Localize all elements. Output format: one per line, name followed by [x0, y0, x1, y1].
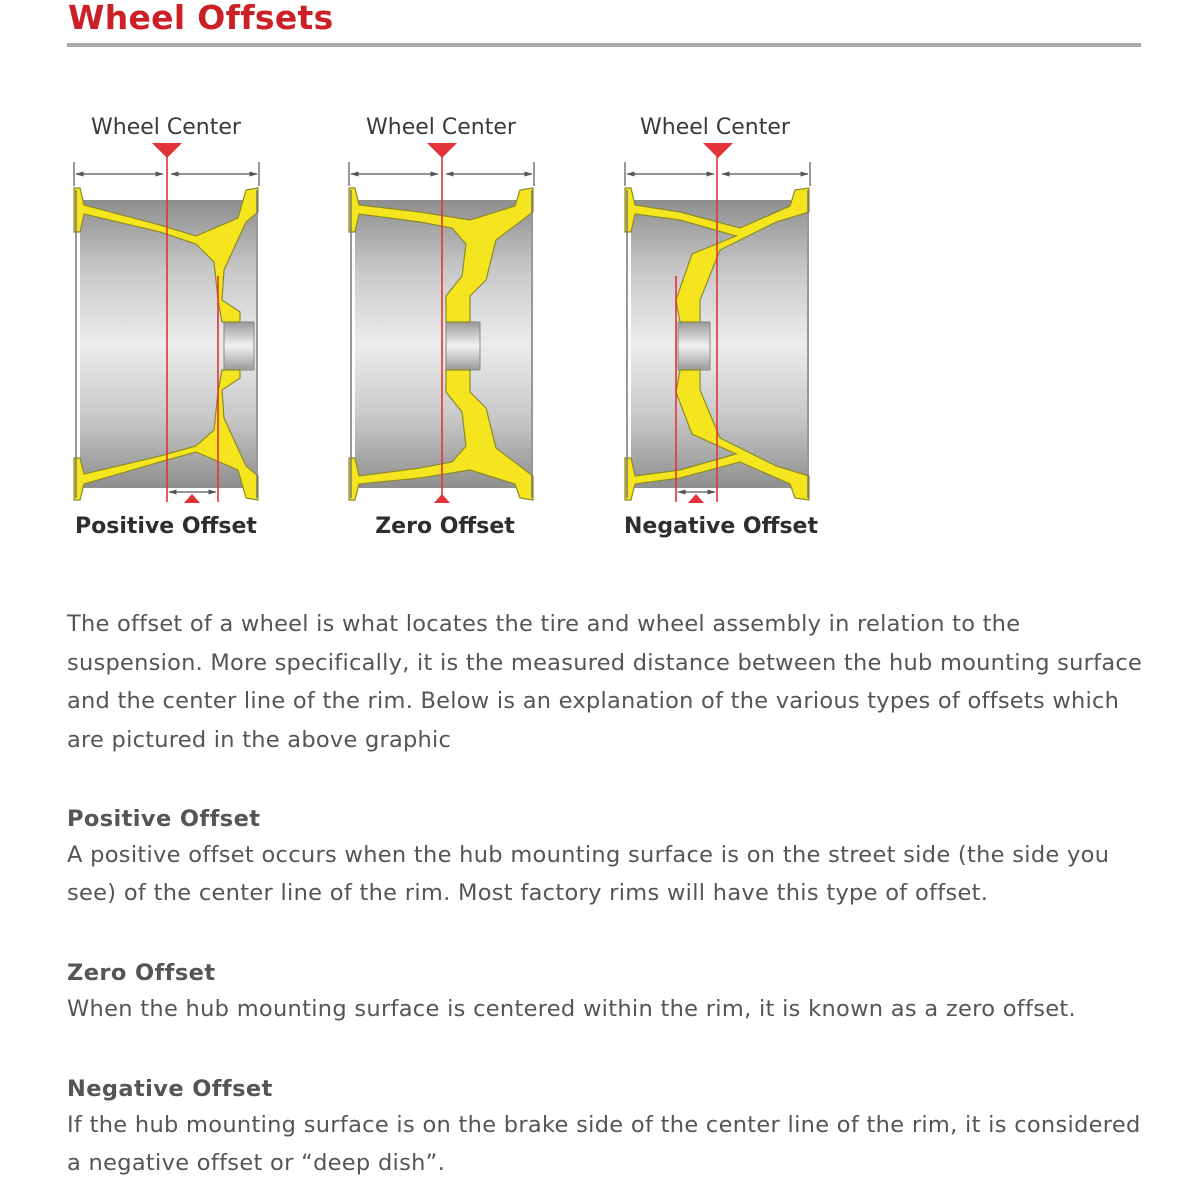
positive-offset-wheel	[74, 115, 259, 539]
wheel-offset-diagram	[0, 100, 900, 560]
wheel-center-label: Wheel Center	[366, 115, 516, 140]
negative-offset-wheel	[624, 115, 818, 539]
section-body: A positive offset occurs when the hub mounting surface is on the street side (the side you see) of the center line of the rim. Most factory rims will have this type of offset.	[67, 842, 1110, 906]
title-divider	[67, 43, 1141, 47]
page-title: Wheel Offsets	[68, 0, 334, 37]
section-heading: Zero Offset	[67, 960, 216, 986]
section-body: If the hub mounting surface is on the brake side of the center line of the rim, it is considered a negative offset or “deep dish”.	[67, 1112, 1141, 1176]
wheel-center-label: Wheel Center	[640, 115, 790, 140]
negative-offset-label: Negative Offset	[624, 514, 818, 539]
wheel-center-label: Wheel Center	[91, 115, 241, 140]
intro-paragraph: The offset of a wheel is what locates the tire and wheel assembly in relation to the suspension. More specifically, it is the measured distance between the hub mounting surface and the center line of the rim. Below is an explanation of the various types of offsets which are pictured in the above graphic	[67, 611, 1143, 753]
negative-offset-section	[67, 1072, 1157, 1182]
zero-offset-label: Zero Offset	[375, 514, 515, 539]
zero-offset-section	[67, 956, 1157, 1028]
section-body: When the hub mounting surface is centered within the rim, it is known as a zero offset.	[67, 996, 1076, 1022]
positive-offset-label: Positive Offset	[75, 514, 257, 539]
section-heading: Positive Offset	[67, 806, 261, 832]
positive-offset-section	[67, 802, 1157, 912]
center-marker-icon	[703, 143, 733, 158]
section-heading: Negative Offset	[67, 1076, 273, 1102]
zero-offset-wheel	[349, 115, 534, 539]
